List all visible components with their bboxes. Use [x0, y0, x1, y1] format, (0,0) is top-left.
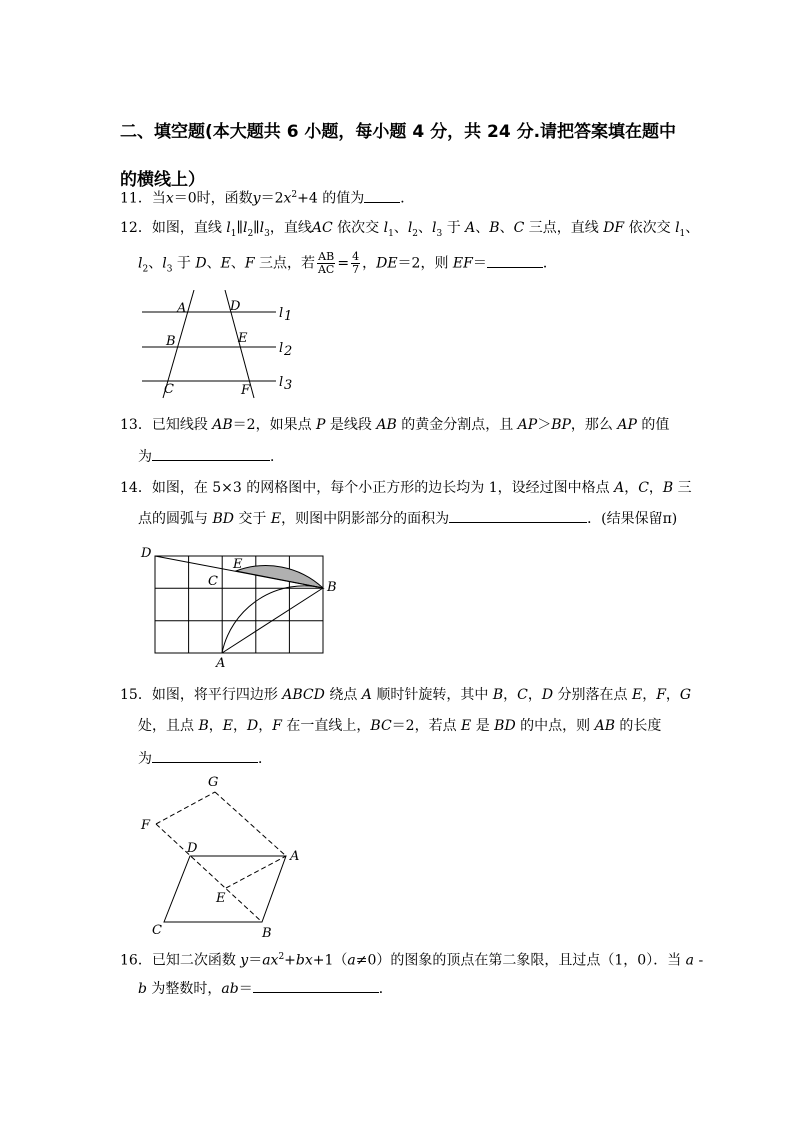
q14-text: 14．如图，在 5×3 的网格图中，每个小正方形的边长均为 1，设经过图中格点	[120, 480, 615, 496]
q16-exponent: 2	[278, 952, 285, 962]
question-16-line-2	[138, 980, 393, 997]
subscript: 3	[264, 228, 270, 239]
subscript: 1	[230, 228, 237, 239]
q15-text: 在一直线上，	[281, 718, 371, 734]
q15-text: ，	[642, 687, 657, 703]
q11-text: 11．当	[120, 190, 166, 207]
q16-var: a	[347, 952, 356, 969]
parallelogram-abcd	[164, 856, 286, 922]
q15-text: ＝2，若点	[391, 718, 462, 734]
q11-var: y	[252, 190, 261, 207]
q11-var: x	[165, 190, 174, 207]
figure-label-a: A	[216, 656, 226, 670]
q16-text: ≠0）的图象的顶点在第二象限，且过点（1，0）．当	[355, 952, 686, 969]
q16-text: ．	[378, 981, 393, 997]
q12-text: 、	[230, 255, 245, 272]
q13-text: 是线段	[325, 417, 377, 433]
point-label: D	[246, 718, 259, 734]
q15-text: 15．如图，将平行四边形	[120, 687, 283, 703]
q15-text: ，	[503, 687, 518, 703]
figure-label-d: D	[187, 841, 198, 856]
q14-text: 点的圆弧与	[138, 511, 213, 527]
q15-text: 的长度	[614, 718, 662, 734]
segment-label: BD	[494, 718, 516, 734]
q16-text: +	[284, 952, 296, 969]
figure-label-c: C	[164, 382, 174, 397]
q12-text: 于	[442, 220, 466, 236]
q12-text: 、	[148, 255, 163, 272]
q16-text: ＝	[248, 952, 263, 969]
segment-label: DE	[376, 255, 398, 272]
segment-fb	[156, 824, 262, 922]
figure-label-e: E	[238, 331, 248, 346]
figure-label-l2-sub: 2	[284, 344, 293, 359]
q12-text: 于	[172, 255, 196, 272]
subscript: 2	[247, 228, 254, 239]
q12-text: 、	[685, 220, 700, 236]
line-label: l	[675, 220, 680, 236]
q16-text: 16．已知二次函数	[120, 952, 241, 969]
segment-ea	[226, 856, 286, 888]
figure-label-e: E	[216, 891, 226, 906]
figure-label-b: B	[327, 580, 337, 595]
figure-label-f: F	[141, 818, 151, 833]
q13-text: 的值	[636, 417, 670, 433]
answer-blank-11[interactable]	[364, 190, 400, 203]
point-label: E	[222, 718, 233, 734]
line-label: l	[242, 220, 248, 236]
q15-text: 顺时针旋转，其中	[371, 687, 493, 703]
figure-label-e: E	[233, 557, 243, 572]
point-label: A	[614, 480, 625, 496]
subscript: 2	[142, 264, 149, 275]
question-14-line-2	[138, 510, 677, 527]
segment-label: BD	[212, 511, 234, 527]
answer-blank-12[interactable]	[487, 255, 543, 268]
q12-text: 依次交	[332, 220, 384, 236]
point-label: E	[461, 718, 472, 734]
subscript: 3	[166, 264, 173, 275]
q15-text: 处，且点	[138, 718, 199, 734]
point-label: F	[656, 687, 666, 703]
q12-text: ，	[362, 255, 377, 272]
q12-text: ＝2，则	[397, 255, 453, 272]
q15-text: ，	[527, 687, 542, 703]
figure-label-l1-sub: 1	[284, 309, 293, 324]
q16-var: a	[685, 952, 695, 969]
point-label: F	[272, 718, 282, 734]
q14-text: ，	[624, 480, 639, 496]
subscript: 2	[412, 228, 419, 239]
q16-var: ax	[262, 952, 279, 969]
q13-text: ．	[270, 449, 284, 465]
q14-text: ，	[648, 480, 663, 496]
point-label: E	[270, 511, 282, 527]
q15-text: 分别落在点	[553, 687, 632, 703]
q15-text: 绕点	[324, 687, 362, 703]
point-label: A	[361, 687, 372, 703]
question-12-line-1	[120, 220, 699, 242]
question-15-line-3	[138, 750, 272, 767]
q15-text: ．	[258, 751, 272, 767]
q12-text: 、	[418, 220, 433, 236]
point-label: P	[316, 417, 326, 433]
q11-text: ＝2	[260, 190, 284, 207]
question-13-line-2	[138, 448, 284, 465]
q13-text: 的黄金分割点，且	[396, 417, 518, 433]
point-label: D	[195, 255, 207, 272]
figure-label-l3-sub: 3	[284, 378, 293, 393]
parallelogram-rotation-figure	[138, 772, 313, 940]
q12-text: 、	[475, 220, 490, 236]
parallel-symbol: ∥	[253, 220, 260, 236]
q13-text: 为	[138, 449, 152, 465]
segment-label: BP	[551, 417, 571, 433]
q11-text: ＝0时，函数	[173, 190, 253, 207]
segment-label: AB	[376, 417, 397, 433]
q16-var: y	[240, 952, 249, 969]
q12-text: ，直线	[269, 220, 312, 236]
figure-label-a: A	[177, 301, 187, 316]
segment-ga	[215, 792, 286, 856]
q11-var: x	[283, 190, 292, 207]
figure-label-c: C	[152, 923, 162, 938]
point-label: F	[244, 255, 255, 272]
line-label: l	[138, 255, 143, 272]
segment-label: BC	[370, 718, 392, 734]
q16-text: ＝	[238, 981, 253, 997]
q16-var: bx	[295, 952, 313, 969]
line-label: l	[383, 220, 389, 236]
shape-label: ABCD	[282, 687, 325, 703]
line-label: l	[226, 220, 231, 236]
shaded-region	[236, 566, 323, 588]
q11-exponent: 2	[291, 190, 298, 200]
point-label: B	[492, 687, 504, 703]
question-12-line-2	[138, 251, 557, 277]
point-label: C	[638, 480, 649, 496]
point-label: E	[631, 687, 643, 703]
q12-text: 依次交	[624, 220, 676, 236]
q14-text: ，则图中阴影部分的面积为	[281, 511, 450, 527]
point-label: C	[513, 220, 525, 236]
line-label: l	[407, 220, 413, 236]
figure-label-d: D	[230, 299, 241, 314]
segment-label: AC	[311, 220, 333, 236]
q16-text: 为整数时，	[146, 981, 222, 997]
q16-var: ab	[221, 981, 239, 997]
figure-label-b: B	[166, 334, 176, 349]
point-label: D	[541, 687, 554, 703]
grid-arc-figure	[138, 540, 348, 670]
point-label: G	[679, 687, 692, 703]
q14-text: 三	[673, 480, 692, 496]
figure-label-g: G	[208, 775, 219, 790]
point-label: A	[465, 220, 476, 236]
question-15-line-1	[120, 687, 691, 703]
point-label: B	[198, 718, 209, 734]
q16-text: +1（	[312, 952, 348, 969]
figure-label-l2: l	[279, 341, 284, 356]
line-label: l	[162, 255, 167, 272]
answer-blank-16[interactable]	[253, 980, 379, 993]
figure-label-a: A	[290, 849, 300, 864]
segment-label: AP	[617, 417, 637, 433]
point-label: C	[517, 687, 528, 703]
q15-text: 是	[471, 718, 495, 734]
figure-label-c: C	[208, 574, 218, 589]
segment-label: EF	[452, 255, 473, 272]
line-label: l	[432, 220, 437, 236]
q14-text: 交于	[233, 511, 271, 527]
fraction-denominator: AC	[317, 263, 335, 276]
figure-label-l3: l	[279, 375, 284, 390]
fraction-numerator: 4	[352, 250, 360, 263]
segment-label: DF	[603, 220, 625, 236]
question-13-line-1	[120, 417, 669, 433]
figure-label-f: F	[241, 383, 251, 398]
q15-text: ，	[665, 687, 680, 703]
answer-blank-13[interactable]	[152, 448, 270, 461]
question-16-line-1	[120, 949, 703, 969]
figure-label-d: D	[141, 546, 152, 561]
figure-label-b: B	[262, 926, 272, 940]
q15-text: ，	[232, 718, 247, 734]
q12-text: 、	[206, 255, 221, 272]
segment-fg	[156, 792, 215, 824]
q13-text: ＞	[537, 417, 552, 433]
q12-text: 12．如图，直线	[120, 220, 227, 236]
q12-text: 三点，直线	[524, 220, 604, 236]
q15-text: 为	[138, 751, 152, 767]
equals-sign: =	[337, 255, 350, 272]
point-label: E	[220, 255, 231, 272]
question-14-line-1	[120, 480, 692, 496]
point-label: B	[662, 480, 674, 496]
q15-text: ，	[258, 718, 273, 734]
segment-label: AB	[594, 718, 615, 734]
subscript: 1	[679, 228, 686, 239]
q11-text: +4 的值为	[297, 190, 365, 207]
q15-text: 的中点，则	[515, 718, 595, 734]
parallel-lines-figure	[130, 290, 300, 400]
segment-label: AP	[517, 417, 538, 433]
fraction-numerator: AB	[318, 250, 335, 263]
q11-text: ．	[400, 190, 415, 207]
answer-blank-14[interactable]	[449, 510, 587, 523]
q13-text: ，那么	[570, 417, 618, 433]
question-15-line-2	[138, 718, 661, 734]
q12-text: 、	[393, 220, 408, 236]
subscript: 1	[388, 228, 394, 239]
parallel-symbol: ∥	[236, 220, 243, 236]
q12-text: 、	[499, 220, 514, 236]
subscript: 3	[436, 228, 443, 239]
q13-text: ＝2，如果点	[232, 417, 317, 433]
fraction-denominator: 7	[352, 263, 360, 276]
q12-text: 三点，若	[254, 255, 315, 272]
q12-text: ．	[542, 255, 557, 272]
section-heading: 二、填空题(本大题共 6 小题，每小题 4 分，共 24 分.请把答案填在题中的横线上）	[120, 122, 677, 190]
question-11	[120, 187, 414, 207]
answer-blank-15[interactable]	[152, 750, 258, 763]
point-label: B	[489, 220, 500, 236]
fraction-ab-ac	[317, 251, 335, 276]
q16-var: b	[138, 981, 147, 997]
line-label: l	[259, 220, 265, 236]
q16-text: -	[694, 952, 704, 969]
fraction-4-7	[351, 251, 360, 276]
q13-text: 13．已知线段	[120, 417, 213, 433]
q15-text: ，	[208, 718, 223, 734]
segment-label: AB	[212, 417, 233, 433]
q14-text: ．(结果保留π)	[587, 511, 678, 527]
figure-label-l1: l	[279, 306, 284, 321]
q12-text: ＝	[472, 255, 487, 272]
